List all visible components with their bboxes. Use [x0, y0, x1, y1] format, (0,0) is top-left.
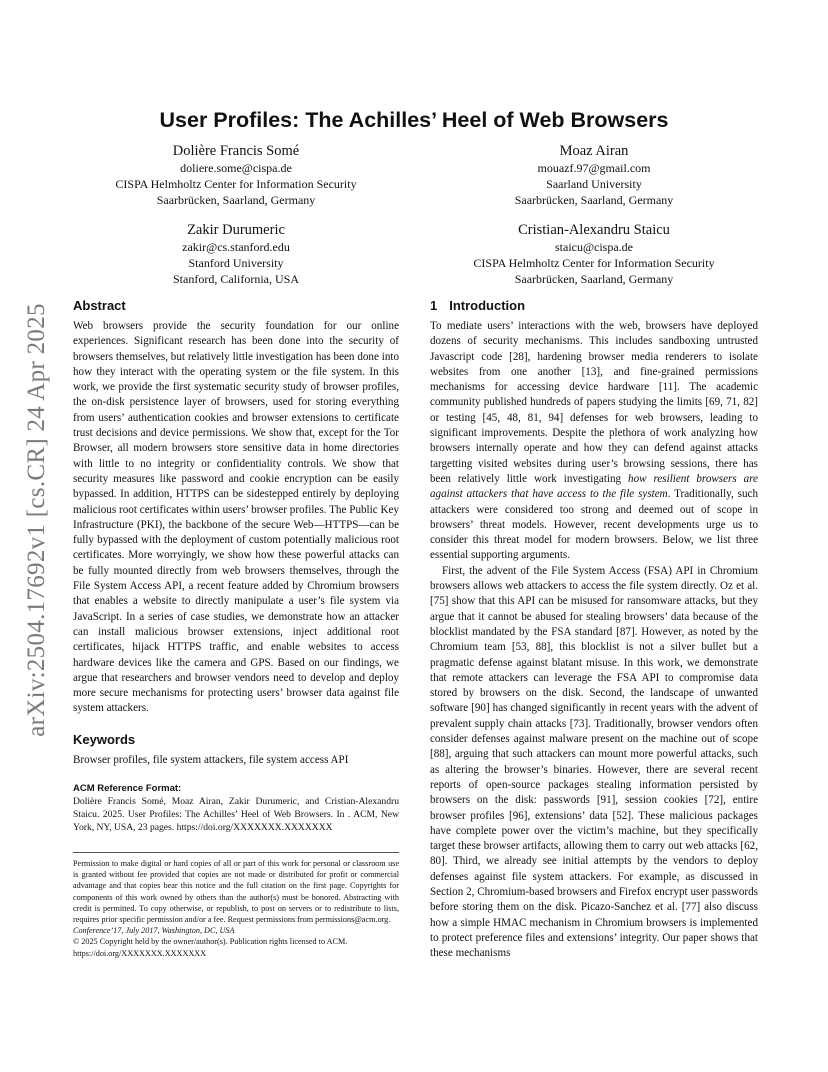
doi-link: https://doi.org/XXXXXXX.XXXXXXX [73, 948, 207, 958]
author-email: staicu@cispa.de [554, 240, 634, 254]
author-email: zakir@cs.stanford.edu [182, 240, 290, 254]
right-column [430, 297, 758, 961]
keywords-text: Browser profiles, file system attackers, file system access API [73, 753, 349, 766]
acm-reference-text: Dolière Francis Somé, Moaz Airan, Zakir Durumeric, and Cristian-Alexandru Staicu. 2025. User Profiles: The Achilles’ Heel of Web Browsers. In . ACM, New York, NY, USA, 23 pages. https://doi.org/XXXXXXX.XXXXXXX [73, 796, 399, 834]
introduction-heading [430, 297, 758, 315]
author-block [430, 221, 758, 287]
arxiv-identifier: arXiv:2504.17692v1 [cs.CR] 24 Apr 2025 [23, 303, 50, 737]
author-block [73, 221, 399, 287]
author-email: mouazf.97@gmail.com [537, 161, 651, 175]
author-location: Saarbrücken, Saarland, Germany [514, 271, 674, 286]
acm-reference-heading: ACM Reference Format: [73, 783, 182, 795]
keywords-heading: Keywords [73, 731, 136, 747]
author-name: Zakir Durumeric [187, 222, 285, 238]
paper-title: User Profiles: The Achilles’ Heel of Web Browsers [159, 108, 669, 132]
section-number: 1 [430, 298, 438, 313]
author-affiliation: CISPA Helmholtz Center for Information Security [115, 176, 357, 191]
intro-p1-start: To mediate users’ interactions with the web, browsers have deployed dozens of security mechanisms. This includes sandboxing untrusted Javascript code [28], hardening browser media renderers to isolate websites from one another [13], and fine-grained permissions mechanisms for accessing device hardware [11]. The academic community published hundreds of papers studying the limits [69, 71, 82] or testing [45, 48, 81, 94] defenses for web browsers, leading to significant improvements. Despite the plethora of work analyzing how browsers internally operate and how they can defend against attacks targetting visited websites during user’s browsing sessions, there has been relatively little work investigating [430, 320, 758, 485]
intro-p1-end: . Traditionally, such attackers were considered too strong and deemed out of scope in browsers’ threat models. However, recent developments urge us to consider this threat model for modern browsers. Below, we list three essential supporting arguments. [430, 488, 758, 562]
left-column [73, 297, 399, 959]
keywords-section [73, 731, 399, 768]
abstract-text: Web browsers provide the security foundation for our online experiences. Significant research has been done into the security of browsers themselves, but relatively little investigation has been done into how they interact with the operating system or the file system. In this work, we provide the first systematic security study of browser profiles, the on-disk persistence layer of browsers, used for storing everything from users’ authentication cookies and browser extensions to certificate trust decisions and device permissions. We show that, except for the Tor Browser, all modern browsers store sensitive data in home directories with little to no integrity or confidentiality controls. We show that security measures like password and cookie encryption can be easily bypassed. In addition, HTTPS can be sidestepped entirely by deploying malicious root certificates within users’ browser profiles. The Public Key Infrastructure (PKI), the backbone of the secure Web—HTTPS—can be fully bypassed with the deployment of custom potentially malicious root certificates. More worryingly, we show how these powerful attacks can be fully mounted directly from web browsers themselves, through the File System Access API, a recent feature added by Chromium browsers that enables a website to directly manipulate a user’s file system via JavaScript. In a series of case studies, we demonstrate how an attacker can install malicious browser extensions, inject additional root certificates, hijack HTTPS traffic, and enable websites to access hardware devices like the camera and GPS. Based on our findings, we argue that researchers and browser vendors need to develop and deploy more secure mechanisms for protecting users’ browser data against file system attackers. [73, 320, 399, 715]
author-name: Dolière Francis Somé [172, 143, 300, 159]
conference-info: Conference’17, July 2017, Washington, DC, USA [73, 926, 235, 936]
author-name: Cristian-Alexandru Staicu [518, 222, 670, 238]
abstract-heading: Abstract [73, 298, 126, 313]
author-email: doliere.some@cispa.de [180, 161, 292, 175]
author-block [430, 142, 758, 208]
copyright-notice: © 2025 Copyright held by the owner/author(s). Publication rights licensed to ACM. [73, 937, 348, 947]
author-affiliation: CISPA Helmholtz Center for Information Security [473, 255, 715, 270]
section-title: Introduction [449, 298, 526, 313]
author-location: Saarbrücken, Saarland, Germany [156, 192, 316, 207]
intro-p1-emphasis: how resilient browsers are against attackers that have access to the file system [430, 472, 758, 501]
author-affiliation: Stanford University [188, 255, 284, 270]
author-name: Moaz Airan [559, 143, 629, 159]
author-affiliation: Saarland University [546, 176, 642, 191]
intro-paragraph-1 [430, 319, 758, 564]
author-block [73, 142, 399, 208]
author-location: Stanford, California, USA [173, 271, 299, 286]
permission-notice: Permission to make digital or hard copies of all or part of this work for personal or classroom use is granted without fee provided that copies are not made or distributed for profit or commercial advantage and that copies bear this notice and the full citation on the first page. Copyrights for components of this work owned by others than the author(s) must be honored. Abstracting with credit is permitted. To copy otherwise, or republish, to post on servers or to redistribute to lists, requires prior specific permission and/or a fee. Request permissions from permissions@acm.org. [73, 859, 399, 925]
footnote-divider [73, 852, 399, 853]
author-location: Saarbrücken, Saarland, Germany [514, 192, 674, 207]
intro-paragraph-2: First, the advent of the File System Access (FSA) API in Chromium browsers allows web attackers to access the file system directly. Oz et al. [75] show that this API can be misused for ransomware attacks, but they argue that it cannot be abused for stealing browsers’ data because of the blocklist mandated by the FSA standard [87]. However, as noted by the Chromium team [53, 88], this blocklist is not a silver bullet but a pragmatic defense against blatant misuse. In this work, we demonstrate that remote attackers can leverage the FSA API to compromise data stored by browsers on the disk. Second, the landscape of unwanted software [90] has changed significantly in recent years with the advent of prevalent supply chain attacks [73]. Traditionally, browser vendors often consider defenses against malware present on the machine out of scope [88], arguing that such attackers can mount more powerful attacks, such as altering the browser’s binaries. However, there are several recent reports of open-source packages stealing information persisted by browsers on the disk: passwords [91], session cookies [72], entire browser profiles [96], extensions’ data [52]. These malicious packages have complete power over the victim’s machine, but they specifically target these browser artifacts, allowing them to carry out web attacks [62, 80]. Third, we already see initial attempts by the vendors to deploy defenses against file system attackers. For example, as discussed in Section 2, Chromium-based browsers and Firefox encrypt user passwords before storing them on the disk. Picazo-Sanchez et al. [77] also discuss how a simple HMAC mechanism in Chromium browsers is implemented to protect preference files and extensions’ integrity. Our paper shows that these mechanisms [430, 564, 758, 960]
